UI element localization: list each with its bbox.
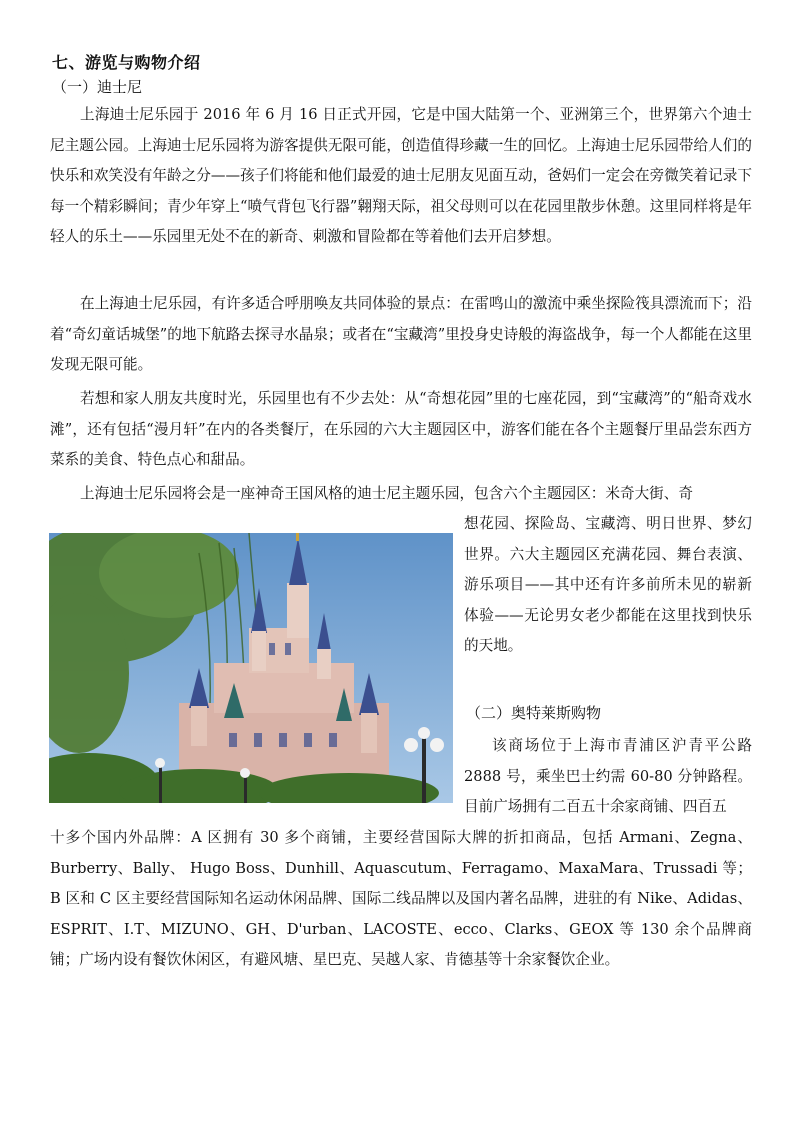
subsection-disney-title: （一）迪士尼 bbox=[52, 78, 143, 96]
disney-paragraph-2: 在上海迪士尼乐园，有许多适合呼朋唤友共同体验的景点：在雷鸣山的激流中乘坐探险筏具漂流而下；沿着“奇幻童话城堡”的地下航路去探寻水晶泉；或者在“宝藏湾”里投身史诗般的海盗战争，每一个人都能在这里发现无限可能。 bbox=[50, 295, 752, 373]
disney-paragraph-3: 若想和家人朋友共度时光，乐园里也有不少去处：从“奇想花园”里的七座花园，到“宝藏湾”的“船奇戏水滩”，还有包括“漫月轩”在内的各类餐厅，在乐园的六大主题园区中，游客们能在各个主题餐厅里品尝东西方菜系的美食、特色点心和甜品。 bbox=[50, 390, 752, 468]
disney-paragraph-4-continued: 想花园、探险岛、宝藏湾、明日世界、梦幻世界。六大主题园区充满花园、舞台表演、游乐项目——其中还有许多前所未见的崭新体验——无论男女老少都能在这里找到快乐的天地。 bbox=[464, 515, 752, 654]
disney-paragraph-4: 上海迪士尼乐园将会是一座神奇王国风格的迪士尼主题乐园，包含六个主题园区：米奇大街、奇 bbox=[80, 485, 693, 502]
section-title: 七、游览与购物介绍 bbox=[52, 53, 201, 72]
outlets-paragraph-continued: 十多个国内外品牌：A 区拥有 30 多个商铺，主要经营国际大牌的折扣商品，包括 Armani、Zegna、Burberry、Bally、 Hugo Boss、Dunhill、Aquascutum、Ferragamo、MaxaMara、Trussadi 等；B 区和 C 区主要经营国际知名运动休闲品牌、国际二线品牌以及国内著名品牌，进驻的有 Nike、Adidas、ESPRIT、I.T、MIZUNO、GH、D'urban、LACOSTE、ecco、Clarks、GEOX 等 130 余个品牌商铺；广场内设有餐饮休闲区，有避风塘、星巴克、吴越人家、肯德基等十余家餐饮企业。 bbox=[50, 829, 752, 968]
disney-paragraph-1: 上海迪士尼乐园于 2016 年 6 月 16 日正式开园，它是中国大陆第一个、亚洲第三个，世界第六个迪士尼主题公园。上海迪士尼乐园将为游客提供无限可能，创造值得珍藏一生的回忆。上海迪士尼乐园带给人们的快乐和欢笑没有年龄之分——孩子们将能和他们最爱的迪士尼朋友见面互动，爸妈们一定会在旁微笑着记录下每一个精彩瞬间；青少年穿上“喷气背包飞行器”翱翔天际，祖父母则可以在花园里散步休憩。这里同样将是年轻人的乐土——乐园里无处不在的新奇、刺激和冒险都在等着他们去开启梦想。 bbox=[50, 106, 752, 245]
castle-photo bbox=[49, 533, 453, 803]
subsection-outlets-title: （二）奥特莱斯购物 bbox=[466, 704, 602, 722]
castle-illustration bbox=[49, 533, 453, 803]
outlets-paragraph-start: 该商场位于上海市青浦区沪青平公路 2888 号，乘坐巴士约需 60-80 分钟路程。目前广场拥有二百五十余家商铺、四百五 bbox=[464, 737, 752, 815]
